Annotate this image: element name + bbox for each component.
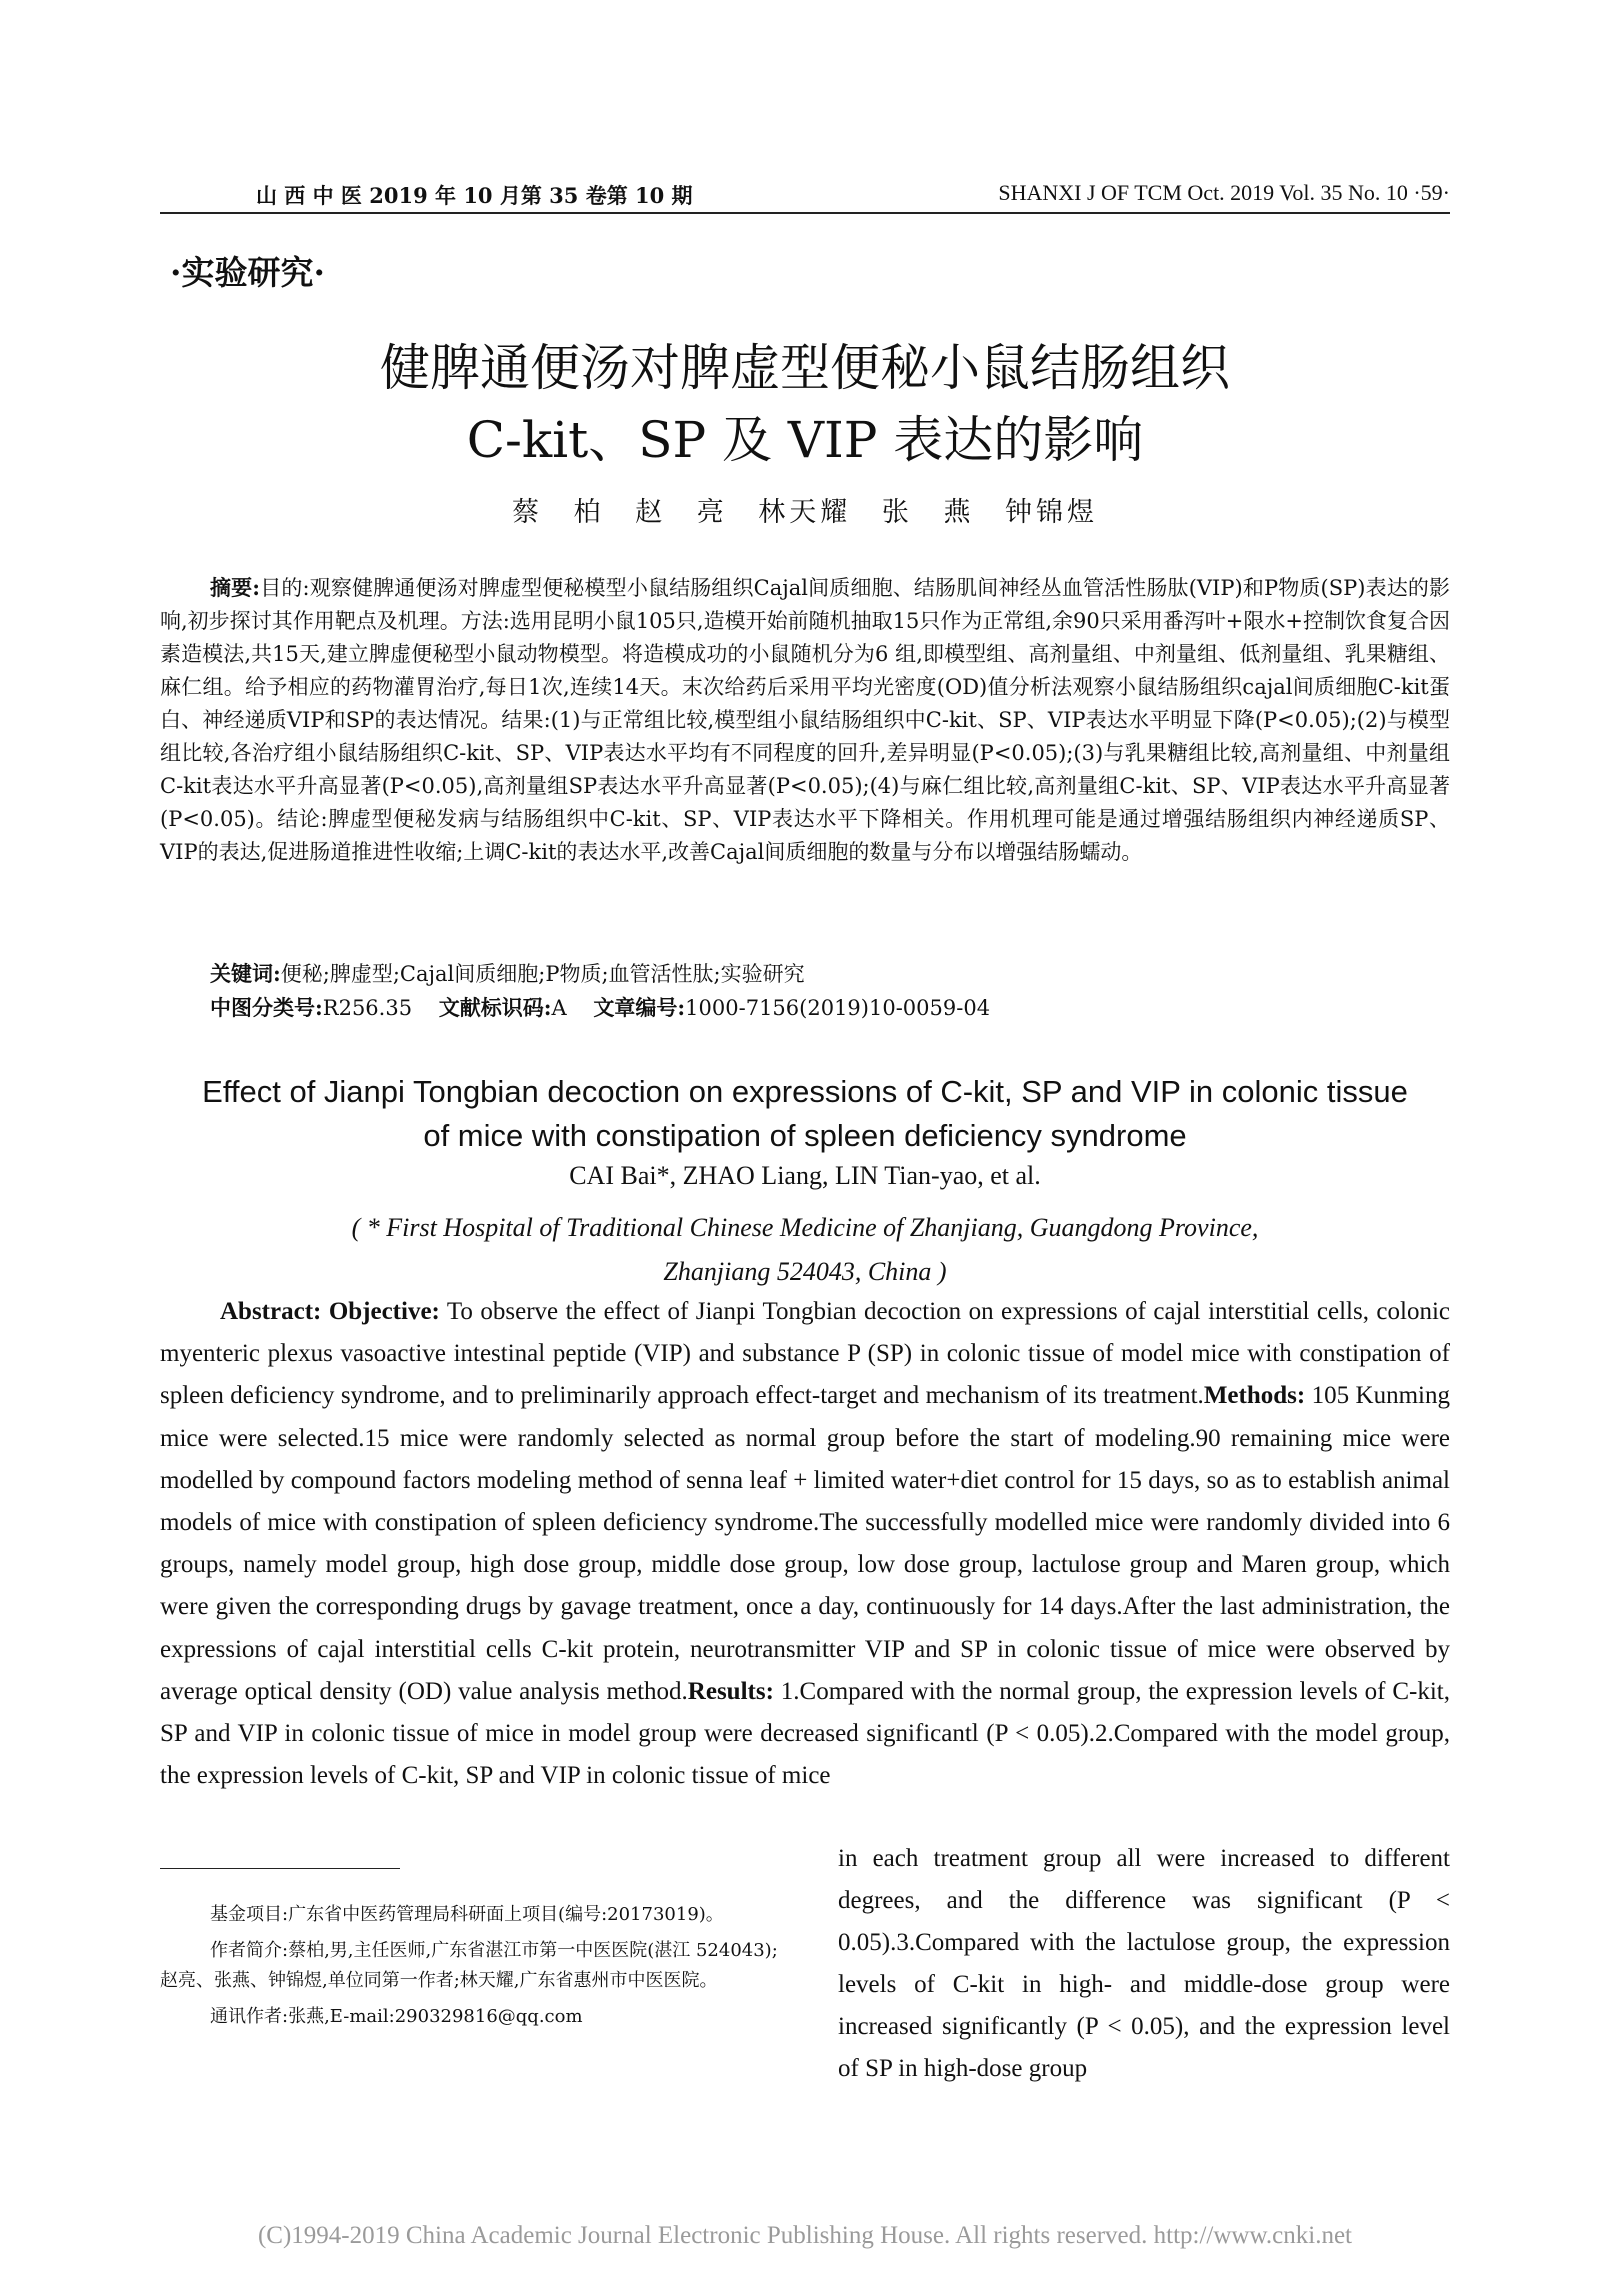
title-cn-line1: 健脾通便汤对脾虚型便秘小鼠结肠组织 <box>380 339 1230 397</box>
objective-label: Objective: <box>328 1298 440 1325</box>
doc-code-label: 文献标识码: <box>438 995 552 1020</box>
footnote-author-bio: 作者简介:蔡柏,男,主任医师,广东省湛江市第一中医医院(湛江 524043);赵亮、张燕、钟锦煜,单位同第一作者;林天耀,广东省惠州市中医医院。 <box>160 1940 778 1991</box>
article-number-value: 1000-7156(2019)10-0059-04 <box>685 996 991 1020</box>
copyright-watermark: (C)1994-2019 China Academic Journal Electronic Publishing House. All rights reserved. http://www.cnki.net <box>257 2222 1353 2249</box>
running-header <box>160 176 1450 208</box>
keywords-text: 便秘;脾虚型;Cajal间质细胞;P物质;血管活性肽;实验研究 <box>280 962 805 986</box>
abstract-cn-label: 摘要: <box>210 575 261 600</box>
abstract-en-continued: in each treatment group all were increased to different degrees, and the difference was significant (P < 0.05).3.Compared with the lactulose group, the expression levels of C-kit in high- and middle-dose group were increased significantly (P < 0.05), and the expression level of SP in high-dose group <box>838 1845 1450 2082</box>
affiliation-en-line1: ( * First Hospital of Traditional Chinese Medicine of Zhanjiang, Guangdong Province, <box>351 1213 1259 1242</box>
doc-code-value: A <box>551 996 567 1020</box>
clc-value: R256.35 <box>322 996 413 1020</box>
affiliation-en <box>160 1206 1450 1294</box>
methods-text: 105 Kunming mice were selected.15 mice were randomly selected as normal group before the start of modeling.90 remaining mice were modelled by compound factors modeling method of senna leaf + limited water+diet control for 15 days, so as to establish animal models of mice with constipation of spleen deficiency syndrome.The successfully modelled mice were randomly divided into 6 groups, namely model group, high dose group, middle dose group, low dose group, lactulose group and Maren group, which were given the corresponding drugs by gavage treatment, once a day, continuously for 14 days.After the last administration, the expressions of cajal interstitial cells C-kit protein, neurotransmitter VIP and SP in colonic tissue of mice were observed by average optical density (OD) value analysis method. <box>160 1382 1450 1705</box>
methods-label: Methods: <box>1203 1382 1306 1410</box>
results-label: Results: <box>687 1677 774 1705</box>
title-cn-line2: C-kit、SP 及 VIP 表达的影响 <box>466 411 1144 469</box>
title-cn <box>160 332 1450 476</box>
footnote-fund: 基金项目:广东省中医药管理局科研面上项目(编号:20173019)。 <box>210 1904 724 1925</box>
authors-en: CAI Bai*, ZHAO Liang, LIN Tian-yao, et al. <box>569 1161 1041 1190</box>
abstract-en-label: Abstract: <box>220 1298 322 1325</box>
title-en-line2: of mice with constipation of spleen deficiency syndrome <box>423 1118 1187 1153</box>
results-text-part1: 1.Compared with the normal group, the expression levels of C-kit, SP and VIP in colonic tissue of mice in model group were decreased significantl (P < 0.05).2.Compared with the model group, the expression levels of C-kit, SP and VIP in colonic tissue of mice <box>160 1677 1450 1790</box>
keywords-row <box>210 958 805 988</box>
classification-row <box>210 992 990 1022</box>
abstract-en <box>160 1291 1450 1797</box>
footnotes <box>160 1900 780 2038</box>
header-rule <box>160 212 1450 214</box>
section-label: ·实验研究· <box>170 253 325 292</box>
footnote-rule <box>160 1868 400 1869</box>
journal-header-cn: 山 西 中 医 2019 年 10 月第 35 卷第 10 期 <box>256 183 693 208</box>
authors-cn: 蔡 柏 赵 亮 林天耀 张 燕 钟锦煜 <box>511 497 1099 528</box>
clc-label: 中图分类号: <box>210 995 323 1020</box>
objective-text: To observe the effect of Jianpi Tongbian decoction on expressions of cajal interstitial cells, colonic myenteric plexus vasoactive intestinal peptide (VIP) and substance P (SP) in colonic tissue of model mice with constipation of spleen deficiency syndrome, and to preliminarily approach effect-target and mechanism of its treatment. <box>160 1298 1450 1410</box>
title-en-line1: Effect of Jianpi Tongbian decoction on expressions of C-kit, SP and VIP in colonic tissue <box>202 1074 1408 1109</box>
journal-header-en: SHANXI J OF TCM Oct. 2019 Vol. 35 No. 10 ·59· <box>998 180 1450 205</box>
abstract-cn-text: 目的:观察健脾通便汤对脾虚型便秘模型小鼠结肠组织Cajal间质细胞、结肠肌间神经丛血管活性肠肽(VIP)和P物质(SP)表达的影响,初步探讨其作用靶点及机理。方法:选用昆明小鼠105只,造模开始前随机抽取15只作为正常组,余90只采用番泻叶+限水+控制饮食复合因素造模法,共15天,建立脾虚便秘型小鼠动物模型。将造模成功的小鼠随机分为6 组,即模型组、高剂量组、中剂量组、低剂量组、乳果糖组、麻仁组。给予相应的药物灌胃治疗,每日1次,连续14天。末次给药后采用平均光密度(OD)值分析法观察小鼠结肠组织cajal间质细胞C-kit蛋白、神经递质VIP和SP的表达情况。结果:(1)与正常组比较,模型组小鼠结肠组织中C-kit、SP、VIP表达水平明显下降(P<0.05);(2)与模型组比较,各治疗组小鼠结肠组织C-kit、SP、VIP表达水平均有不同程度的回升,差异明显(P<0.05);(3)与乳果糖组比较,高剂量组、中剂量组C-kit表达水平升高显著(P<0.05),高剂量组SP表达水平升高显著(P<0.05);(4)与麻仁组比较,高剂量组C-kit、SP、VIP表达水平升高显著(P<0.05)。结论:脾虚型便秘发病与结肠组织中C-kit、SP、VIP表达水平下降相关。作用机理可能是通过增强结肠组织内神经递质SP、VIP的表达,促进肠道推进性收缩;上调C-kit的表达水平,改善Cajal间质细胞的数量与分布以增强结肠蠕动。 <box>160 576 1450 864</box>
article-number-label: 文章编号: <box>593 995 686 1020</box>
affiliation-en-line2: Zhanjiang 524043, China ) <box>663 1257 947 1286</box>
abstract-cn <box>160 571 1450 869</box>
title-en <box>160 1070 1450 1158</box>
keywords-label: 关键词: <box>210 961 281 986</box>
footnote-corresponding: 通讯作者:张燕,E-mail:290329816@qq.com <box>210 2006 583 2027</box>
